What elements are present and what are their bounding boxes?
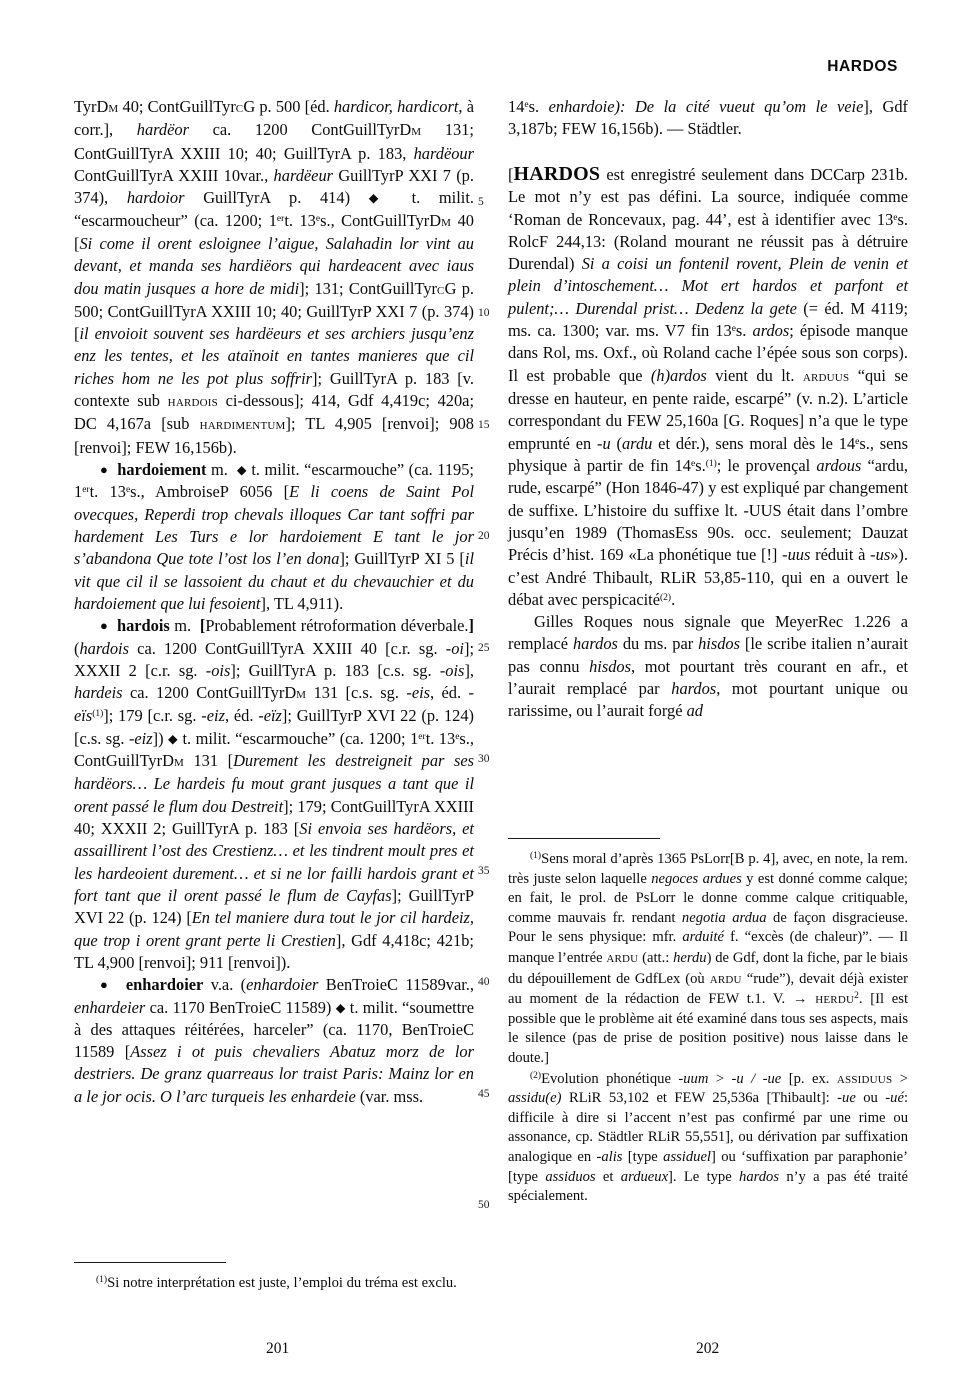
footnote-marker: (2)	[530, 1070, 542, 1081]
line-number: 5	[478, 196, 484, 208]
footnote-rule	[74, 1262, 226, 1263]
diamond-icon: ◆	[168, 731, 178, 746]
diamond-icon: ◆	[335, 1000, 346, 1015]
left-column	[74, 96, 474, 1108]
footnote-item: $^{(1)}$Sens moral d’après 1365 PsLorr[B p. 4], avec, en note, la rem. très juste selon laquelle negoces ardues y est donné comme calque; en fait, le prol. de PsLorr le donne comme calque critiquable, comme mauvais fr. rendant negotia ardua de façon disgracieuse. Pour le sens physique: mfr. arduité f. “excès (de chaleur)”. — Il manque l’entrée ardu (att.: herdu) de Gdf, dont la fiche, par le biais du dépouillement de GdfLex (où ardu “rude”), devait déjà exister au moment de la rédaction de FEW t.1. V. → herdu$^2$. [Il est possible que le problème ait été examiné dans tous ses aspects, mais le silence (pas de prise de position positive) nous laisse dans le doute.]	[508, 851, 908, 1066]
bullet-icon: ●	[100, 618, 109, 634]
lemma-label: hardois	[116, 616, 170, 636]
footnote-rule	[508, 838, 660, 839]
right-paragraph-3: Gilles Roques nous signale que MeyerRec 1.226 a remplacé hardos du ms. par hisdos [le scribe italien n’aurait pas connu hisdos, mot pourtant très courant en afr., et l’aurait remplacé par hardos, mot pourtant unique ou rarissime, ou l’aurait forgé ad	[508, 612, 908, 721]
right-footnotes	[508, 838, 908, 1207]
line-number: 20	[478, 530, 490, 542]
running-head: HARDOS	[827, 58, 898, 75]
diamond-icon: ◆	[368, 191, 393, 206]
footnote-item	[74, 1274, 474, 1294]
folio-left: 201	[266, 1340, 290, 1357]
line-number: 40	[478, 976, 490, 988]
bullet-icon: ●	[100, 977, 112, 993]
lemma-label: hardoiement	[117, 460, 207, 479]
line-number: 50	[478, 1199, 490, 1211]
footnote-marker: (1)	[96, 1275, 108, 1285]
left-entry-hardoiement: ● hardoiement m. ◆ t. milit. “escarmouche” (ca. 1195; 1ert. 13es., AmbroiseP 6056 [E li coens de Saint Pol ovecques, Reperdi trop chevals illoques Car tant soffri par hardement Les Turs e lor hardoiement E tant le jor s’abandona Que tote l’ost los l’en dona]; GuillTyrP XI 5 [il vit que cil il se lassoient du chaut et du chevauchier et du hardoiement que lui fesoient], TL 4,911).	[74, 460, 474, 613]
left-entry-hardois: ● hardois m. [Probablement rétroformation déverbale.] (hardois ca. 1200 ContGuillTyrA XXIII 40 [c.r. sg. -oi]; XXXII 2 [c.r. sg. -ois]; GuillTyrA p. 183 [c.s. sg. -ois], hardeis ca. 1200 ContGuillTyrDm 131 [c.s. sg. -eis, éd. -eïs$^{(1)}$]; 179 [c.r. sg. -eiz, éd. -eïz]; GuillTyrP XVI 22 (p. 124) [c.s. sg. -eiz]) ◆ t. milit. “escarmouche” (ca. 1200; 1ert. 13es., ContGuillTyrDm 131 [Durement les destreigneit par ses hardëors… Le hardeis fu mout grant jusques a tant que il orent passé le flum dou Destreit]; 179; ContGuillTyrA XXIII 40; XXXII 2; GuillTyrA p. 183 [Si envoia ses hardëors, et assaillirent l’ost des Crestienz… et les tindrent moult pres et les hardeoient durement… et si ne lor failli hardois grant et fort tant que il orent passé le flum de Cayfas]; GuillTyrP XVI 22 (p. 124) [En tel maniere dura tout le jor cil hardeiz, que trop i orent grant perte li Crestien], Gdf 4,418c; 421b; TL 4,900 [renvoi]; 911 [renvoi]).	[74, 616, 474, 972]
left-entry-enhardoier: ● enhardoier v.a. (enhardoier BenTroieC 11589var., enhardeier ca. 1170 BenTroieC 11589) ◆ t. milit. “soumettre à des attaques réitérées, harceler” (ca. 1170, BenTroieC 11589 [Assez i ot puis chevaliers Abatuz morz de lor destriers. De granz quarreaus lor traist Paris: Mainz lor en a le jor ocis. O l’arc turqueis les enhardeie (var. mss.	[74, 975, 474, 1106]
line-number: 25	[478, 642, 490, 654]
line-number: 10	[478, 307, 490, 319]
line-number: 30	[478, 753, 490, 765]
right-entry-hardos: [HARDOS est enregistré seulement dans DCCarp 231b. Le mot n’y est pas défini. La source, indiquée comme ‘Roman de Roncevaux, pag. 44’, est à identifier avec 13es. RolcF 244,13: (Roland mourant ne réussit pas à détruire Durendal) Si a coisi un fontenil rovent, Plein de venin et plein d’intoschement… Mot ert hardos et parfont et pulent;… Durendal prist… Dedenz la gete (= éd. M 4119; ms. ca. 1300; var. ms. V7 fin 13es. ardos; épisode manque dans Rol, ms. Oxf., où Roland cache l’épée sous son corps). Il est probable que (h)ardos vient du lt. arduus “qui se dresse en hauteur, en pente raide, escarpé” (v. n.2). L’article correspondant du FEW 25,160a [G. Roques] n’a que le type emprunté en -u (ardu et dér.), sens moral dès le 14es., sens physique à partir de fin 14es.$^{(1)}$; le provençal ardous “ardu, rude, escarpé” (Hon 1846-47) y est expliqué par changement de suffixe. L’histoire du suffixe lt. -UUS était dans l’ombre jusqu’en 1989 (ThomasEss 90s. occ. seulement; Dauzat Précis d’hist. 169 «La phonétique tue [!] -uus réduit à -us»). c’est André Thibault, RLiR 53,85-110, qui en a ouvert le débat avec perspicacité$^{(2)}$.	[508, 162, 909, 609]
footnote-marker: (1)	[530, 851, 542, 861]
footnote-text: Si notre interprétation est juste, l’emploi du tréma est exclu.	[107, 1275, 457, 1291]
left-paragraph-1: TyrDm 40; ContGuillTyrcG p. 500 [éd. hardicor, hardicort, à corr.], hardëor ca. 1200 ContGuillTyrDm 131; ContGuillTyrA XXIII 10; 40; GuillTyrA p. 183, hardëour ContGuillTyrA XXIII 10var., hardëeur GuillTyrP XXI 7 (p. 374), hardoior GuillTyrA p. 414) ◆ t. milit. “escarmoucheur” (ca. 1200; 1ert. 13es., ContGuillTyrDm 40 [Si come il orent esloignee l’aigue, Salahadin lor vint au devant, et manda ses hardiëors qui hardeacent avec iaus dou matin jusques a hore de midi]; 131; ContGuillTyrcG p. 500; ContGuillTyrA XXIII 10; 40; GuillTyrP XXI 7 (p. 374) [il envoioit souvent ses hardëeurs et ses archiers jusqu’enz enz les tentes, et les ataïnoit en tantes manieres que cil riches hom ne les pot plus soffrir]; GuillTyrA p. 183 [v. contexte sub hardois ci-dessous]; 414, Gdf 4,419c; 420a; DC 4,167a [sub hardimentum]; TL 4,905 [renvoi]; 908 [renvoi]; FEW 16,156b).	[74, 97, 474, 457]
line-number: 45	[478, 1088, 490, 1100]
left-footnotes	[74, 1262, 474, 1294]
line-number: 35	[478, 865, 490, 877]
folio-right: 202	[696, 1340, 720, 1357]
diamond-icon: ◆	[236, 463, 247, 477]
lemma-label: enhardoier	[125, 975, 204, 995]
right-column	[508, 96, 908, 723]
footnote-item: $^{(2)}$Evolution phonétique -uum > -u / -ue [p. ex. assiduus > assidu(e) RLiR 53,102 et FEW 25,536a [Thibault]: -ue ou -ué: difficile à dire si l’accent n’est pas confirmé par une rime ou assonance, cp. Städtler RLiR 55,551], ou dérivation par suffixation analogique en -alis [type assiduel] ou ‘suffixation par paraphonie’ [type assiduos et ardueux]. Le type hardos n’y a pas été traité spécialement.	[508, 1069, 908, 1205]
line-number: 15	[478, 419, 490, 431]
headword: HARDOS	[513, 162, 601, 185]
right-paragraph-1: 14es. enhardoie): De la cité vueut qu’om le veie], Gdf 3,187b; FEW 16,156b). — Städtler.	[508, 97, 908, 139]
bullet-icon: ●	[100, 462, 109, 477]
